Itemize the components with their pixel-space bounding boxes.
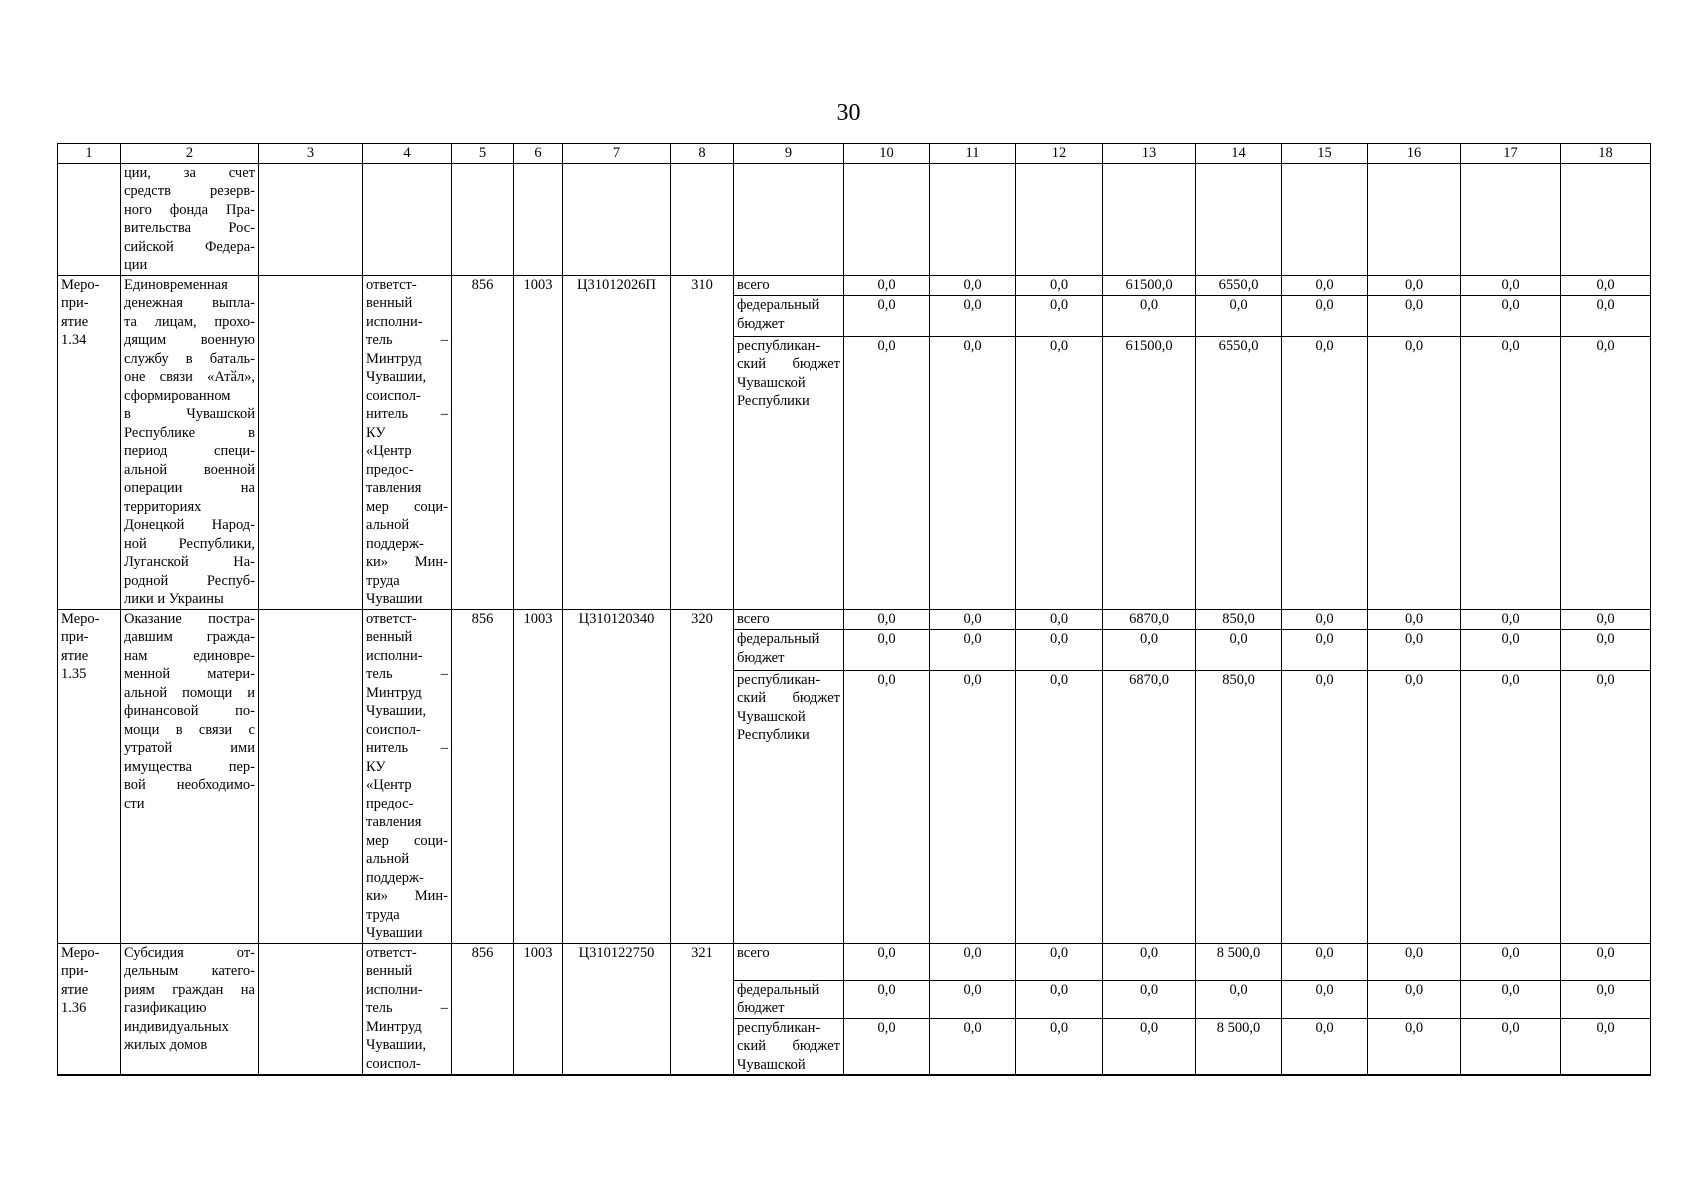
value-republic-col-10: 0,0 [844,670,930,943]
funding-source-federal [734,296,844,336]
value-total-col-14: 850,0 [1196,609,1282,630]
value-total-col-12: 0,0 [1016,275,1103,296]
value-republic-col-17: 0,0 [1461,1018,1561,1075]
cont-col-11 [930,163,1016,275]
value-total-col-13: 6870,0 [1103,609,1196,630]
value-federal-col-12: 0,0 [1016,980,1103,1018]
code-c5: 856 [452,943,514,1075]
funding-source-total [734,275,844,296]
funding-source-line: бюджет [737,1000,785,1016]
value-total-col-11: 0,0 [930,609,1016,630]
value-total-col-17: 0,0 [1461,943,1561,980]
value-republic-col-10: 0,0 [844,1018,930,1075]
executor-line: мер соци- [366,832,448,849]
code-c7: Ц310122750 [563,943,671,1075]
value-republic-col-17: 0,0 [1461,670,1561,943]
executor-line: Минтруд [366,350,422,367]
funding-source-line: федеральный [737,297,820,314]
executor-line: «Центр [366,443,412,459]
event-label-line: Меро- [61,276,100,293]
event-name-line: Субсидия от- [124,944,255,961]
executor-line: исполни- [366,981,423,998]
header-col-18: 18 [1561,144,1651,164]
funding-source-line: ский бюджет [737,356,840,373]
code-c5: 856 [452,275,514,609]
executor-line: предос- [366,795,414,812]
funding-source-republic [734,336,844,609]
event-name-line: Оказание постра- [124,610,255,627]
header-col-6: 6 [514,144,563,164]
executor-line: труда [366,906,400,923]
table-row [58,275,1651,296]
executor-line: Минтруд [366,1018,422,1035]
executor-line: альной [366,517,410,533]
event-name-line: сти [124,795,145,812]
executor-line: ки» Мин- [366,554,448,570]
cont-name-line: ного фонда Пра- [124,201,255,218]
event-label-line: 1.36 [61,1000,87,1016]
funding-source-line: ский бюджет [737,1038,840,1054]
event-label [58,943,121,1075]
funding-source-line: бюджет [737,315,785,332]
cont-name-cell [121,163,259,275]
cont-col-9 [734,163,844,275]
event-label-line: 1.34 [61,332,87,348]
cont-name-line: средств резерв- [124,183,255,199]
cont-col-10 [844,163,930,275]
cont-name-line: сийской Федера- [124,238,255,255]
value-federal-col-14: 0,0 [1196,980,1282,1018]
value-republic-col-14: 6550,0 [1196,336,1282,609]
code-c6: 1003 [514,943,563,1075]
funding-source-line: республикан- [737,337,821,354]
cont-name-line: ции [124,257,148,273]
executor-line: альной [366,851,410,867]
value-republic-col-18: 0,0 [1561,670,1651,943]
event-name-line: Донецкой Народ- [124,517,255,533]
value-republic-col-17: 0,0 [1461,336,1561,609]
event-name-line: нам единовре- [124,647,255,664]
value-republic-col-13: 6870,0 [1103,670,1196,943]
value-total-col-15: 0,0 [1282,275,1368,296]
value-total-col-16: 0,0 [1368,275,1461,296]
funding-source-total [734,943,844,980]
value-total-col-11: 0,0 [930,943,1016,980]
event-name-line: та лицам, прохо- [124,313,255,330]
value-federal-col-13: 0,0 [1103,296,1196,336]
event-name-line: дящим военную [124,332,255,348]
value-federal-col-14: 0,0 [1196,296,1282,336]
executor-line: исполни- [366,313,423,330]
event-name-line: газификацию [124,1000,207,1016]
executor-line: венный [366,629,413,645]
value-total-col-18: 0,0 [1561,609,1651,630]
event-name-line: Луганской На- [124,554,255,570]
executor-line: тель – [366,666,448,682]
executor-line: Чувашии [366,591,423,607]
page-number: 30 [836,100,861,126]
value-republic-col-11: 0,0 [930,1018,1016,1075]
header-col-9: 9 [734,144,844,164]
cont-col-16 [1368,163,1461,275]
executor-line: КУ [366,424,386,441]
value-federal-col-15: 0,0 [1282,980,1368,1018]
executor-line: венный [366,295,413,311]
event-name [121,609,259,943]
executor-line: ответст- [366,944,417,961]
funding-source-federal [734,980,844,1018]
event-label-line: при- [61,963,89,979]
header-col-13: 13 [1103,144,1196,164]
event-name-line: денежная выпла- [124,295,255,311]
executor [363,943,452,1075]
executor-line: труда [366,572,400,589]
header-col-10: 10 [844,144,930,164]
value-republic-col-18: 0,0 [1561,336,1651,609]
value-total-col-10: 0,0 [844,275,930,296]
continuation-row [58,163,1651,275]
value-republic-col-14: 8 500,0 [1196,1018,1282,1075]
event-label-line: ятие [61,313,89,330]
funding-source-line: всего [737,944,770,961]
header-col-5: 5 [452,144,514,164]
cont-col-4 [363,163,452,275]
event-name-line: операции на [124,480,255,496]
funding-source-line: ский бюджет [737,690,840,707]
event-name-line: территориях [124,498,202,515]
value-republic-col-18: 0,0 [1561,1018,1651,1075]
event-name-line: имущества пер- [124,758,255,775]
executor-line: тавления [366,814,422,830]
executor-line: Чувашии, [366,703,427,719]
header-col-4: 4 [363,144,452,164]
value-total-col-14: 6550,0 [1196,275,1282,296]
code-c8: 320 [671,609,734,943]
event-label-line: ятие [61,647,89,664]
executor-line: «Центр [366,777,412,793]
event-label [58,609,121,943]
event-name-line: дельным катего- [124,963,255,979]
funding-source-federal [734,630,844,670]
value-federal-col-13: 0,0 [1103,980,1196,1018]
funding-source-line: Чувашской [737,708,806,725]
value-republic-col-13: 61500,0 [1103,336,1196,609]
cont-col-7 [563,163,671,275]
code-c6: 1003 [514,275,563,609]
executor-line: Чувашии [366,925,423,941]
executor-line: КУ [366,758,386,775]
funding-source-republic [734,1018,844,1075]
value-republic-col-12: 0,0 [1016,1018,1103,1075]
value-republic-col-16: 0,0 [1368,1018,1461,1075]
funding-source-line: бюджет [737,649,785,666]
funding-source-line: республикан- [737,671,821,688]
event-name-line: оне связи «Атӑл», [124,369,255,385]
executor-line: тавления [366,480,422,496]
event-name-line: службу в баталь- [124,350,255,367]
header-col-8: 8 [671,144,734,164]
code-c5: 856 [452,609,514,943]
value-total-col-17: 0,0 [1461,609,1561,630]
value-federal-col-11: 0,0 [930,980,1016,1018]
event-name-line: альной военной [124,461,255,478]
funding-source-republic [734,670,844,943]
value-republic-col-11: 0,0 [930,670,1016,943]
header-col-16: 16 [1368,144,1461,164]
event-name-line: Республике в [124,424,255,441]
value-federal-col-16: 0,0 [1368,630,1461,670]
code-c7: Ц310120340 [563,609,671,943]
value-republic-col-15: 0,0 [1282,1018,1368,1075]
budget-table [57,143,1651,1076]
funding-source-line: Чувашской [737,374,806,391]
value-federal-col-14: 0,0 [1196,630,1282,670]
value-republic-col-12: 0,0 [1016,336,1103,609]
header-col-7: 7 [563,144,671,164]
executor-line: соиспол- [366,1055,421,1072]
header-col-3: 3 [259,144,363,164]
event-col-3 [259,275,363,609]
cont-col-17 [1461,163,1561,275]
header-col-1: 1 [58,144,121,164]
value-total-col-12: 0,0 [1016,609,1103,630]
event-name-line: Единовременная [124,276,228,293]
event-label-line: 1.35 [61,666,87,682]
cont-col-6 [514,163,563,275]
value-federal-col-18: 0,0 [1561,630,1651,670]
code-c8: 321 [671,943,734,1075]
value-republic-col-10: 0,0 [844,336,930,609]
executor [363,275,452,609]
funding-source-line: Чувашской [737,1056,806,1073]
value-federal-col-10: 0,0 [844,980,930,1018]
value-federal-col-17: 0,0 [1461,980,1561,1018]
value-federal-col-18: 0,0 [1561,980,1651,1018]
value-total-col-10: 0,0 [844,609,930,630]
executor-line: исполни- [366,647,423,664]
code-c7: Ц31012026П [563,275,671,609]
value-total-col-13: 0,0 [1103,943,1196,980]
header-col-17: 17 [1461,144,1561,164]
event-name-line: период специ- [124,443,255,459]
value-federal-col-16: 0,0 [1368,980,1461,1018]
event-name-line: жилых домов [124,1037,208,1053]
value-federal-col-16: 0,0 [1368,296,1461,336]
value-federal-col-13: 0,0 [1103,630,1196,670]
table-row [58,943,1651,980]
funding-source-line: Республики [737,727,810,744]
value-federal-col-15: 0,0 [1282,630,1368,670]
value-republic-col-15: 0,0 [1282,670,1368,943]
event-label-line: Меро- [61,944,100,961]
header-col-12: 12 [1016,144,1103,164]
funding-source-line: федеральный [737,981,820,998]
value-total-col-15: 0,0 [1282,609,1368,630]
cont-col-3 [259,163,363,275]
header-col-14: 14 [1196,144,1282,164]
value-republic-col-15: 0,0 [1282,336,1368,609]
event-name [121,275,259,609]
value-total-col-16: 0,0 [1368,943,1461,980]
value-total-col-18: 0,0 [1561,275,1651,296]
event-name-line: финансовой по- [124,703,255,719]
value-total-col-13: 61500,0 [1103,275,1196,296]
cont-col-1 [58,163,121,275]
event-name-line: ной Республики, [124,535,255,552]
value-total-col-11: 0,0 [930,275,1016,296]
executor-line: соиспол- [366,721,421,738]
funding-source-line: Республики [737,393,810,410]
value-federal-col-15: 0,0 [1282,296,1368,336]
code-c6: 1003 [514,609,563,943]
event-name-line: лики и Украины [124,591,224,607]
cont-name-line: ции, за счет [124,164,255,181]
value-republic-col-12: 0,0 [1016,670,1103,943]
executor-line: соиспол- [366,387,421,404]
cont-name-line: вительства Рос- [124,220,255,236]
event-label-line: ятие [61,981,89,998]
code-c8: 310 [671,275,734,609]
executor-line: тель – [366,1000,448,1016]
value-federal-col-10: 0,0 [844,630,930,670]
executor-line: тель – [366,332,448,348]
value-total-col-12: 0,0 [1016,943,1103,980]
value-republic-col-16: 0,0 [1368,670,1461,943]
event-label-line: при- [61,295,89,311]
cont-col-8 [671,163,734,275]
executor-line: Минтруд [366,684,422,701]
executor-line: предос- [366,461,414,478]
value-republic-col-11: 0,0 [930,336,1016,609]
event-name-line: родной Респуб- [124,572,255,589]
executor-line: ответст- [366,276,417,293]
executor-line: Чувашии, [366,369,427,385]
value-total-col-17: 0,0 [1461,275,1561,296]
value-total-col-14: 8 500,0 [1196,943,1282,980]
event-col-3 [259,943,363,1075]
executor-line: ки» Мин- [366,888,448,904]
funding-source-total [734,609,844,630]
header-col-2: 2 [121,144,259,164]
value-federal-col-12: 0,0 [1016,296,1103,336]
executor-line: венный [366,963,413,979]
value-federal-col-18: 0,0 [1561,296,1651,336]
event-name-line: сформированном [124,387,231,404]
cont-col-5 [452,163,514,275]
cont-col-15 [1282,163,1368,275]
funding-source-line: всего [737,276,770,293]
value-republic-col-16: 0,0 [1368,336,1461,609]
header-col-15: 15 [1282,144,1368,164]
event-label-line: Меро- [61,610,100,627]
cont-col-12 [1016,163,1103,275]
event-name-line: давшим гражда- [124,629,255,645]
event-col-3 [259,609,363,943]
event-label-line: при- [61,629,89,645]
event-name-line: вой необходимо- [124,777,255,793]
executor-line: мер соци- [366,498,448,515]
funding-source-line: всего [737,610,770,627]
funding-source-line: федеральный [737,631,820,648]
value-total-col-10: 0,0 [844,943,930,980]
value-total-col-16: 0,0 [1368,609,1461,630]
cont-col-13 [1103,163,1196,275]
executor-line: нитель – [366,740,448,756]
funding-source-line: республикан- [737,1019,821,1036]
value-federal-col-17: 0,0 [1461,296,1561,336]
executor-line: поддерж- [366,535,424,552]
event-name-line: менной матери- [124,666,255,682]
event-name-line: альной помощи и [124,684,255,701]
value-republic-col-13: 0,0 [1103,1018,1196,1075]
value-federal-col-11: 0,0 [930,296,1016,336]
executor [363,609,452,943]
event-label [58,275,121,609]
cont-col-14 [1196,163,1282,275]
value-total-col-15: 0,0 [1282,943,1368,980]
table-row [58,609,1651,630]
header-row [58,144,1651,164]
event-name-line: мощи в связи с [124,721,255,738]
executor-line: нитель – [366,406,448,422]
event-name [121,943,259,1075]
event-name-line: индивидуальных [124,1018,229,1035]
cont-col-18 [1561,163,1651,275]
header-col-11: 11 [930,144,1016,164]
executor-line: ответст- [366,610,417,627]
event-name-line: в Чувашской [124,406,255,422]
value-federal-col-11: 0,0 [930,630,1016,670]
value-federal-col-12: 0,0 [1016,630,1103,670]
value-republic-col-14: 850,0 [1196,670,1282,943]
executor-line: поддерж- [366,869,424,886]
value-total-col-18: 0,0 [1561,943,1651,980]
executor-line: Чувашии, [366,1037,427,1053]
value-federal-col-10: 0,0 [844,296,930,336]
event-name-line: риям граждан на [124,981,255,998]
event-name-line: утратой ими [124,740,255,756]
value-federal-col-17: 0,0 [1461,630,1561,670]
